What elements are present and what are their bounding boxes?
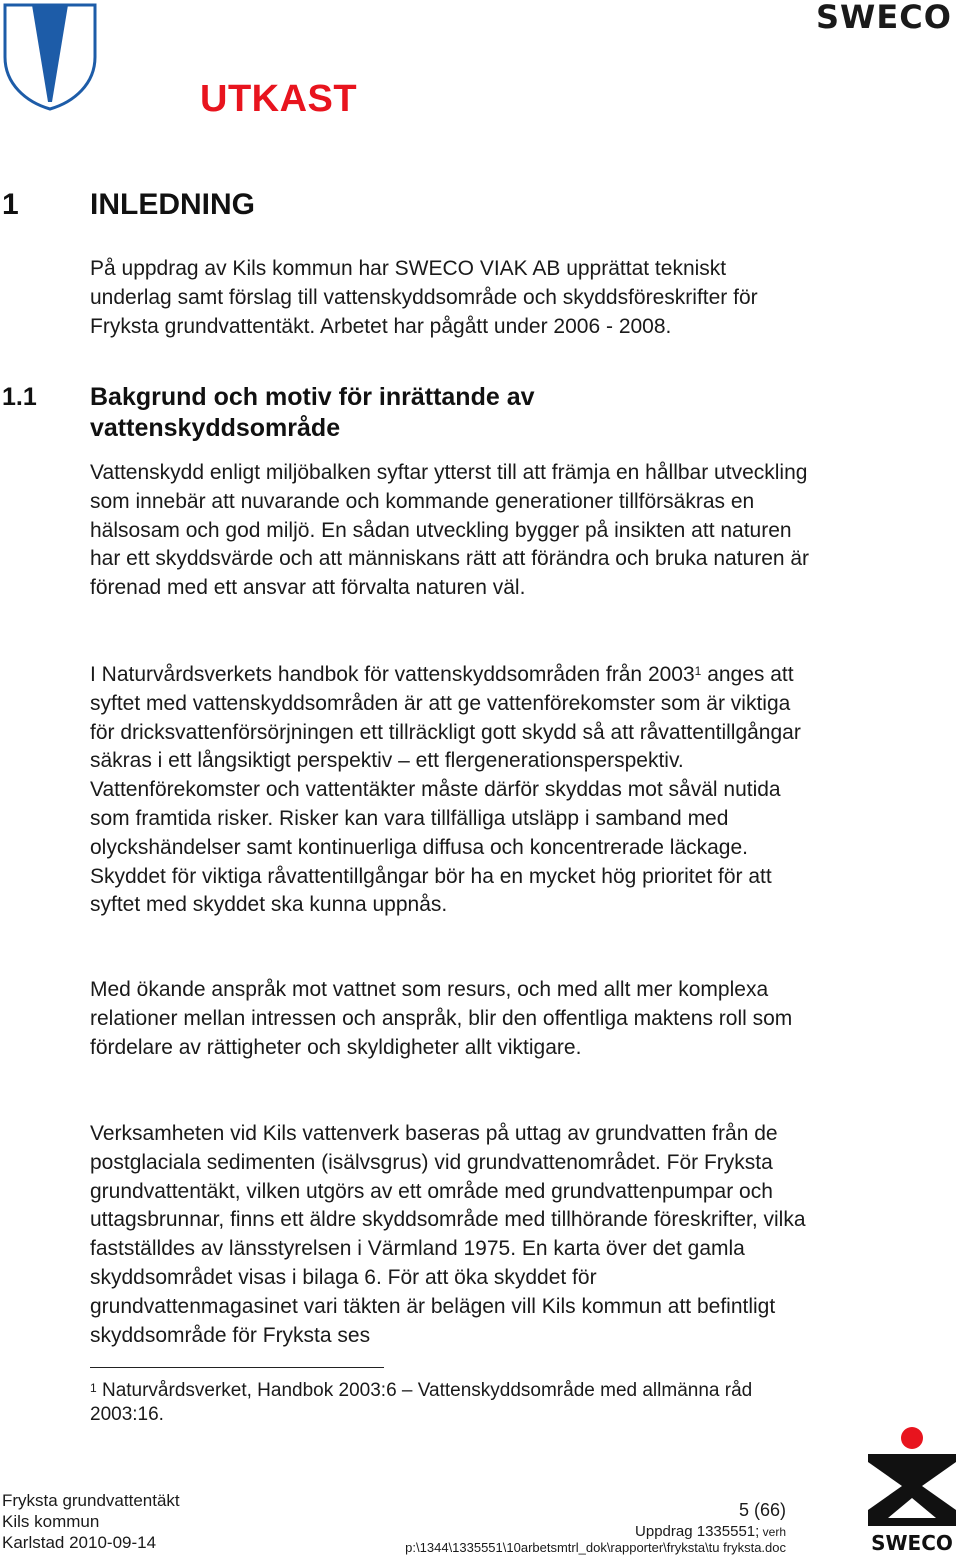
footnote	[90, 1379, 810, 1427]
sweco-logo: SWECO	[816, 0, 952, 36]
paragraph-4-text: Verksamheten vid Kils vattenverk baseras på uttag av grundvatten från de postglaciala sedimenten (isälvsgrus) vid grundvattenområdet. För Fryksta grundvattentäkt, vilken utgörs av ett område med grundvattenpumpar och uttagsbrunnar, finns ett äldre skyddsområde med tillhörande föreskrifter, vilka fastställdes av länsstyrelsen i Värmland 1975. En karta över det gamla skyddsområdet visas i bilaga 6. För att öka skyddet för grundvattenmagasinet vari täkten är belägen vill Kils kommun att befintligt skyddsområde för Fryksta ses	[90, 1122, 806, 1347]
footer-project: Fryksta grundvattentäkt	[2, 1491, 180, 1510]
footnote-divider	[90, 1367, 384, 1368]
intro-paragraph	[90, 255, 810, 341]
paragraph-2-text	[90, 661, 810, 920]
paragraph-2	[90, 661, 810, 920]
footnote-reference[interactable]: 1	[694, 664, 702, 678]
footnote-number: 1	[90, 1381, 97, 1395]
subsection-number: 1.1	[2, 383, 37, 411]
page-number: 5 (66)	[738, 1500, 786, 1520]
sweco-mark-logo	[864, 1426, 960, 1554]
paragraph-1	[90, 459, 810, 603]
paragraph-3	[90, 976, 810, 1062]
paragraph-1-text: Vattenskydd enligt miljöbalken syftar ytterst till att främja en hållbar utveckling som innebär att nuvarande och kommande generationer tillförsäkras en hälsosam och god miljö. En sådan utveckling bygger på insikten att naturen har ett skyddsvärde och att människans rätt att förändra och bruka naturen är förenad med ett ansvar att förvalta naturen väl.	[90, 461, 810, 600]
version-label: verh	[759, 1525, 786, 1539]
section-number: 1	[2, 188, 19, 221]
paragraph-3-text: Med ökande anspråk mot vattnet som resurs, och med allt mer komplexa relationer mellan intressen och anspråk, blir den offentliga maktens roll som fördelare av rättigheter och skyldigheter allt viktigare.	[90, 978, 793, 1059]
footer-place-date: Karlstad 2010-09-14	[2, 1533, 157, 1552]
paragraph-4	[90, 1120, 810, 1350]
section-title: INLEDNING	[90, 188, 255, 221]
intro-text: På uppdrag av Kils kommun har SWECO VIAK AB upprättat tekniskt underlag samt förslag till vattenskyddsområde och skyddsföreskrifter för Fryksta grundvattentäkt. Arbetet har pågått under 2006 - 2008.	[90, 257, 758, 338]
footer-info	[2, 1490, 180, 1553]
draft-label: UTKAST	[200, 78, 358, 120]
sweco-mark-text: SWECO	[871, 1531, 953, 1554]
assignment-text: Uppdrag 1335551;	[635, 1523, 760, 1540]
footnote-text: Naturvårdsverket, Handbok 2003:6 – Vattenskyddsområde med allmänna råd 2003:16.	[90, 1380, 753, 1425]
assignment-number	[560, 1523, 786, 1540]
document-path: p:\1344\1335551\10arbetsmtrl_dok\rapporter\fryksta\tu fryksta.doc	[405, 1540, 786, 1555]
subsection-title: Bakgrund och motiv för inrättande av vattenskyddsområde	[90, 383, 535, 442]
kils-shield-logo	[2, 2, 98, 112]
paragraph-2-rest: anges att syftet med vattenskyddsområden är att ge vattenförekomster som är viktiga för dricksvattenförsörjningen ett tillräckligt gott skydd så att råvattentillgångar säkras i ett långsiktigt perspektiv – ett flergenerationsperspektiv. Vattenförekomster och vattentäkter måste därför skyddas mot såväl nutida som framtida risker. Risker kan vara tillfälliga utsläpp i samband med olyckshändelser samt kontinuerliga diffusa och koncentrerade läckage. Skyddet för viktiga råvattentillgångar bör ha en mycket hög prioritet för att syftet med skyddet ska kunna uppnås.	[90, 663, 801, 917]
footer-client: Kils kommun	[2, 1512, 100, 1531]
paragraph-2-start: I Naturvårdsverkets handbok för vattenskyddsområden från 2003	[90, 663, 695, 686]
